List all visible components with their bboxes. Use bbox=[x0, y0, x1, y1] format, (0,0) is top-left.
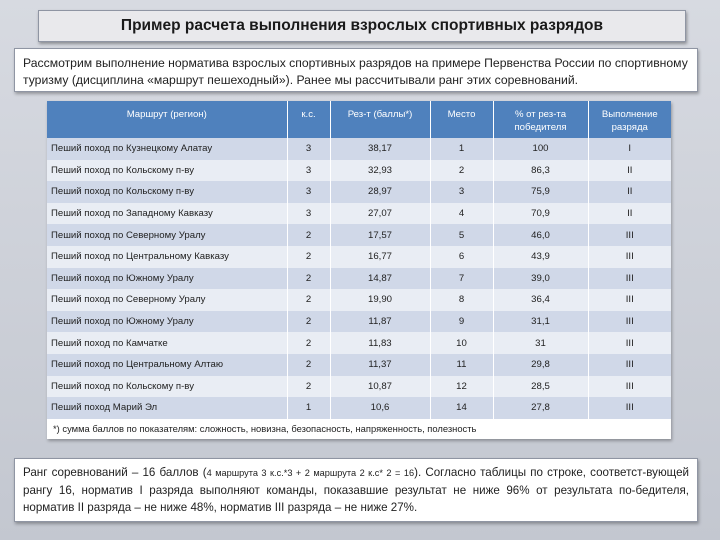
conclusion-part2: ). Согласно таблицы по строке, соответст-вующей рангу 16, норматив I разряда выполняют команды, показавшие результат не ниже 96% от результата по-бедителя, норматив II разряда – не ниже 48%, норматив III разряда – не ниже 27%. bbox=[23, 466, 690, 514]
table-row bbox=[47, 268, 671, 290]
cell-result: 10,87 bbox=[330, 376, 430, 398]
cell-rank: III bbox=[588, 376, 671, 398]
header-place: Место bbox=[430, 101, 493, 138]
cell-route: Пеший поход по Кузнецкому Алатау bbox=[47, 138, 287, 160]
cell-percent: 43,9 bbox=[493, 246, 588, 268]
cell-place: 3 bbox=[430, 181, 493, 203]
cell-rank: II bbox=[588, 160, 671, 182]
cell-percent: 27,8 bbox=[493, 397, 588, 419]
cell-route: Пеший поход по Западному Кавказу bbox=[47, 203, 287, 225]
results-table-container bbox=[47, 101, 671, 439]
table-row bbox=[47, 354, 671, 376]
header-rank: Выполнение разряда bbox=[588, 101, 671, 138]
cell-rank: I bbox=[588, 138, 671, 160]
cell-result: 19,90 bbox=[330, 289, 430, 311]
header-result: Рез-т (баллы*) bbox=[330, 101, 430, 138]
cell-difficulty: 2 bbox=[287, 289, 330, 311]
cell-result: 16,77 bbox=[330, 246, 430, 268]
cell-place: 2 bbox=[430, 160, 493, 182]
cell-difficulty: 3 bbox=[287, 203, 330, 225]
cell-percent: 70,9 bbox=[493, 203, 588, 225]
cell-difficulty: 3 bbox=[287, 160, 330, 182]
cell-percent: 75,9 bbox=[493, 181, 588, 203]
table-body bbox=[47, 138, 671, 439]
cell-rank: III bbox=[588, 354, 671, 376]
cell-rank: III bbox=[588, 311, 671, 333]
cell-route: Пеший поход по Центральному Алтаю bbox=[47, 354, 287, 376]
cell-difficulty: 2 bbox=[287, 224, 330, 246]
header-percent: % от рез-та победителя bbox=[493, 101, 588, 138]
table-row bbox=[47, 289, 671, 311]
cell-result: 14,87 bbox=[330, 268, 430, 290]
cell-rank: III bbox=[588, 224, 671, 246]
cell-difficulty: 2 bbox=[287, 354, 330, 376]
cell-place: 12 bbox=[430, 376, 493, 398]
table-row bbox=[47, 203, 671, 225]
cell-percent: 31,1 bbox=[493, 311, 588, 333]
header-difficulty: к.с. bbox=[287, 101, 330, 138]
cell-route: Пеший поход по Северному Уралу bbox=[47, 289, 287, 311]
table-row bbox=[47, 160, 671, 182]
table-header-row bbox=[47, 101, 671, 138]
cell-percent: 86,3 bbox=[493, 160, 588, 182]
cell-place: 11 bbox=[430, 354, 493, 376]
cell-difficulty: 2 bbox=[287, 246, 330, 268]
table-row bbox=[47, 138, 671, 160]
cell-route: Пеший поход по Северному Уралу bbox=[47, 224, 287, 246]
cell-place: 7 bbox=[430, 268, 493, 290]
header-route: Маршрут (регион) bbox=[47, 101, 287, 138]
cell-rank: II bbox=[588, 181, 671, 203]
cell-place: 6 bbox=[430, 246, 493, 268]
cell-rank: III bbox=[588, 332, 671, 354]
cell-percent: 39,0 bbox=[493, 268, 588, 290]
cell-place: 1 bbox=[430, 138, 493, 160]
cell-place: 8 bbox=[430, 289, 493, 311]
cell-difficulty: 1 bbox=[287, 397, 330, 419]
cell-rank: III bbox=[588, 289, 671, 311]
cell-place: 9 bbox=[430, 311, 493, 333]
conclusion-formula: 4 маршрута 3 к.с.*3 + 2 маршрута 2 к.с* 2 = 16 bbox=[206, 468, 415, 478]
conclusion-part1: Ранг соревнований – 16 баллов ( bbox=[23, 466, 207, 479]
cell-route: Пеший поход по Кольскому п-ву bbox=[47, 181, 287, 203]
cell-route: Пеший поход по Камчатке bbox=[47, 332, 287, 354]
results-table bbox=[47, 101, 671, 439]
cell-route: Пеший поход Марий Эл bbox=[47, 397, 287, 419]
table-row bbox=[47, 311, 671, 333]
cell-result: 28,97 bbox=[330, 181, 430, 203]
cell-route: Пеший поход по Южному Уралу bbox=[47, 311, 287, 333]
cell-percent: 29,8 bbox=[493, 354, 588, 376]
cell-rank: III bbox=[588, 268, 671, 290]
table-footnote: *) сумма баллов по показателям: сложность, новизна, безопасность, напряженность, полезность bbox=[47, 419, 671, 439]
cell-result: 27,07 bbox=[330, 203, 430, 225]
slide-title: Пример расчета выполнения взрослых спортивных разрядов bbox=[120, 17, 604, 34]
cell-percent: 28,5 bbox=[493, 376, 588, 398]
cell-result: 11,87 bbox=[330, 311, 430, 333]
cell-place: 5 bbox=[430, 224, 493, 246]
cell-percent: 100 bbox=[493, 138, 588, 160]
cell-place: 10 bbox=[430, 332, 493, 354]
cell-route: Пеший поход по Центральному Кавказу bbox=[47, 246, 287, 268]
cell-rank: III bbox=[588, 246, 671, 268]
conclusion-text-box bbox=[14, 458, 698, 522]
cell-route: Пеший поход по Кольскому п-ву bbox=[47, 160, 287, 182]
cell-percent: 46,0 bbox=[493, 224, 588, 246]
table-row bbox=[47, 224, 671, 246]
cell-route: Пеший поход по Южному Уралу bbox=[47, 268, 287, 290]
cell-rank: III bbox=[588, 397, 671, 419]
cell-result: 11,37 bbox=[330, 354, 430, 376]
table-row bbox=[47, 332, 671, 354]
cell-result: 11,83 bbox=[330, 332, 430, 354]
cell-difficulty: 2 bbox=[287, 268, 330, 290]
cell-rank: II bbox=[588, 203, 671, 225]
cell-result: 38,17 bbox=[330, 138, 430, 160]
cell-difficulty: 2 bbox=[287, 376, 330, 398]
cell-difficulty: 2 bbox=[287, 332, 330, 354]
cell-route: Пеший поход по Кольскому п-ву bbox=[47, 376, 287, 398]
cell-result: 32,93 bbox=[330, 160, 430, 182]
cell-result: 10,6 bbox=[330, 397, 430, 419]
footnote-row bbox=[47, 419, 671, 439]
intro-text: Рассмотрим выполнение норматива взрослых спортивных разрядов на примере Первенства России по спортивному туризму (дисциплина «маршрут пешеходный»). Ранее мы рассчитывали ранг этих соревнований. bbox=[23, 56, 688, 87]
cell-percent: 31 bbox=[493, 332, 588, 354]
cell-percent: 36,4 bbox=[493, 289, 588, 311]
slide-title-box bbox=[38, 10, 686, 42]
table-row bbox=[47, 246, 671, 268]
cell-place: 4 bbox=[430, 203, 493, 225]
table-row bbox=[47, 376, 671, 398]
table-row bbox=[47, 181, 671, 203]
cell-difficulty: 3 bbox=[287, 181, 330, 203]
cell-place: 14 bbox=[430, 397, 493, 419]
table-row bbox=[47, 397, 671, 419]
cell-difficulty: 2 bbox=[287, 311, 330, 333]
cell-result: 17,57 bbox=[330, 224, 430, 246]
cell-difficulty: 3 bbox=[287, 138, 330, 160]
intro-text-box bbox=[14, 48, 698, 92]
